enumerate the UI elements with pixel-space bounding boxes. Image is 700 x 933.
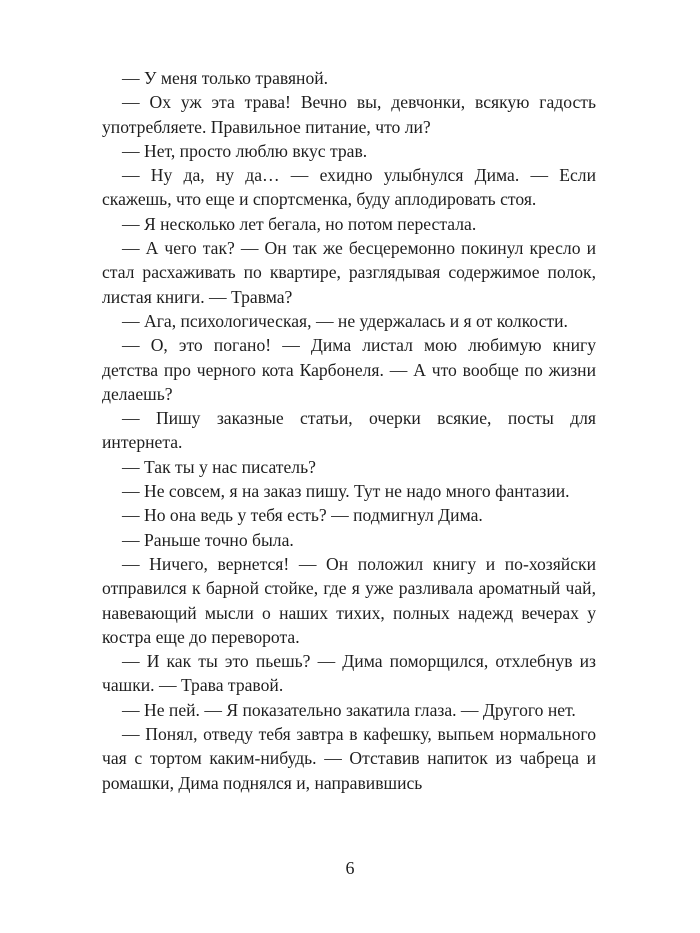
paragraph: — Я несколько лет бегала, но потом перестала.	[122, 213, 477, 234]
paragraph: — Пишу заказные статьи, очерки всякие, посты для интернета.	[102, 408, 596, 453]
paragraph: — А чего так? — Он так же бесцеремонно покинул кресло и стал расхаживать по квартире, разглядывая содержимое полок, листая книги. — Травма?	[102, 238, 596, 307]
paragraph: — Не совсем, я на заказ пишу. Тут не надо много фантазии.	[122, 481, 570, 502]
paragraph: — Но она ведь у тебя есть? — подмигнул Дима.	[122, 505, 483, 526]
page-number: 6	[345, 858, 355, 878]
paragraph: — Так ты у нас писатель?	[122, 456, 316, 477]
paragraph: — У меня только травяной.	[122, 68, 329, 88]
paragraph: — И как ты это пьешь? — Дима поморщился, отхлебнув из чашки. — Трава травой.	[102, 651, 596, 696]
paragraph: — Ничего, вернется! — Он положил книгу и по-хозяйски отправился к барной стойке, где я уже разливала ароматный чай, навевающий мысли о наших тихих, полных надежд вечерах у костра еще до переворота.	[102, 553, 596, 647]
paragraph: — Нет, просто люблю вкус трав.	[122, 140, 368, 161]
paragraph: — Ох уж эта трава! Вечно вы, девчонки, всякую гадость употребляете. Правильное питание, что ли?	[102, 92, 596, 137]
paragraph: — О, это погано! — Дима листал мою любимую книгу детства про черного кота Карбонеля. — А что вообще по жизни делаешь?	[102, 335, 596, 404]
paragraph: — Ага, психологическая, — не удержалась и я от колкости.	[122, 310, 568, 331]
paragraph: — Не пей. — Я показательно закатила глаза. — Другого нет.	[122, 699, 576, 720]
page-body-text	[102, 66, 596, 795]
paragraph: — Понял, отведу тебя завтра в кафешку, выпьем нормального чая с тортом каким-нибудь. — Отставив напиток из чабреца и ромашки, Дима поднялся и, направившись	[102, 724, 596, 793]
paragraph: — Раньше точно была.	[122, 529, 294, 550]
paragraph: — Ну да, ну да… — ехидно улыбнулся Дима. — Если скажешь, что еще и спортсменка, буду аплодировать стоя.	[102, 165, 596, 210]
